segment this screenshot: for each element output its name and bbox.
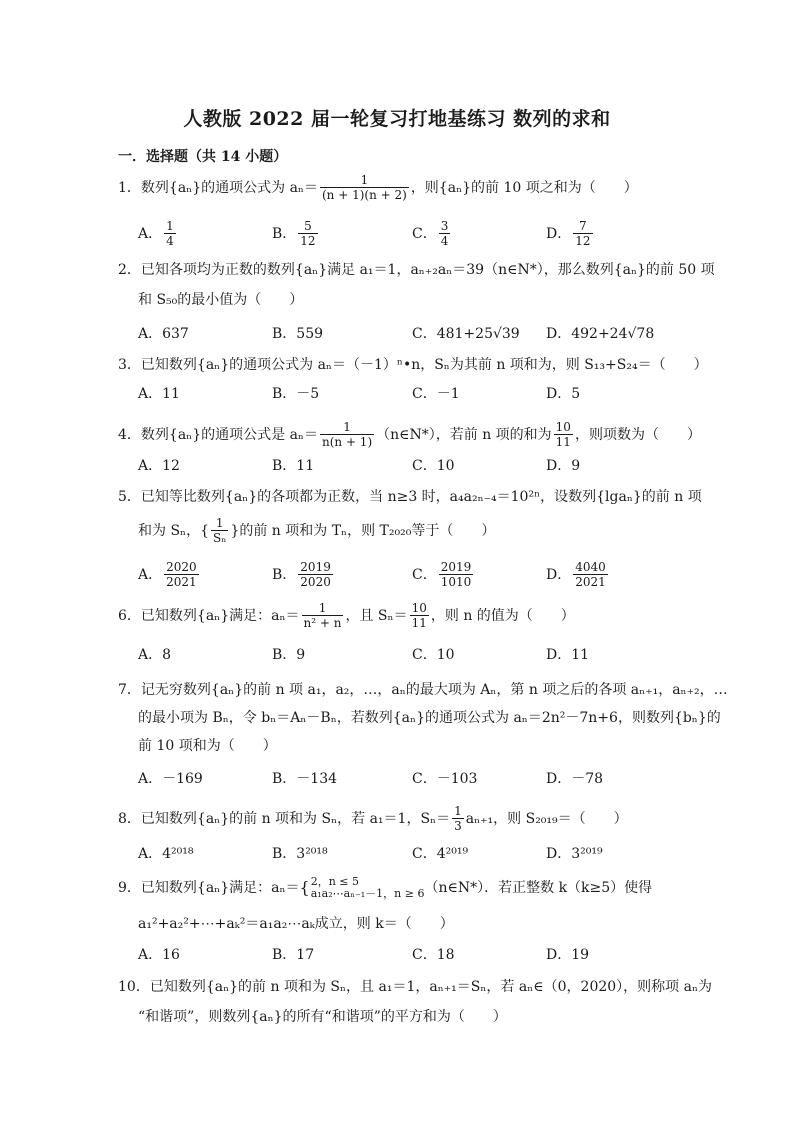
option-d: D．－78 [546,771,604,787]
option-c: C． $\frac{2019}{1010}$ [412,559,472,589]
question-3-line-1: 3．已知数列{aₙ}的通项公式为 aₙ＝（－1）ⁿ•n，Sₙ为其前 n 项和为，则 S₁₃+S₂₄＝（ ） [118,357,708,373]
fraction: $\frac{1}{3}$ [454,804,462,833]
question-2-line-1: 2．已知各项均为正数的数列{aₙ}满足 a₁＝1，aₙ₊₂aₙ＝39（n∈N*），那么数列{aₙ}的前 50 项 [118,262,715,278]
option-a: A． $\frac{1}{4}$ [138,218,174,248]
question-6: 6．已知数列{aₙ}满足：aₙ＝ $\frac{1}{\text{n² + n}}$ ，且 Sₙ＝ $\frac{10}{11}$ ，则 n 的值为（ ） [118,601,575,630]
question-4: 4．数列{aₙ}的通项公式是 aₙ＝ $\frac{1}{n(n + 1)}$ （n∈N*），若前 n 项的和为 $\frac{10}{11}$ ，则项数为（ ） [118,420,701,449]
option-b: B．3²⁰¹⁸ [272,846,328,862]
option-b: B．－5 [272,386,320,402]
fraction: $\frac{10}{11}$ [411,601,427,630]
piecewise-cases: 2，n ≤ 5 a₁a₂⋯aₙ₋₁－1，n ≥ 6 [310,875,425,900]
fraction: $\frac{1}{\text{n² + n}}$ [303,601,342,630]
question-3-options [138,376,678,410]
option-b: B．559 [272,326,324,342]
page-title: 人教版 2022 届一轮复习打地基练习 数列的求和 [183,108,611,130]
question-7-line-2: 的最小项为 Bₙ，令 bₙ＝Aₙ－Bₙ，若数列{aₙ}的通项公式为 aₙ＝2n²－7n+6，则数列{bₙ}的 [138,710,721,726]
brace: { [299,878,310,897]
question-8-options [138,836,678,870]
option-b: B．－134 [272,771,338,787]
option-b: B．17 [272,947,315,963]
question-7-line-1: 7．记无穷数列{aₙ}的前 n 项 a₁，a₂，…，aₙ的最大项为 Aₙ，第 n 项之后的各项 aₙ₊₁，aₙ₊₂，… [118,682,728,698]
option-c: C．－103 [412,771,478,787]
question-5-line-2: 和为 Sₙ，{ $\frac{1}{\text{Sₙ}}$ }的前 n 项和为 Tₙ，则 T₂₀₂₀等于（ ） [138,516,496,545]
option-d: D．492+24√78 [546,326,655,342]
question-5-line-1: 5．已知等比数列{aₙ}的各项都为正数，当 n≥3 时，a₄a₂ₙ₋₄＝10²ⁿ，设数列{lgaₙ}的前 n 项 [118,489,702,505]
question-7-line-3: 前 10 项和为（ ） [138,738,277,754]
option-d: D． $\frac{4040}{2021}$ [546,559,606,589]
question-10-line-1: 10．已知数列{aₙ}的前 n 项和为 Sₙ，且 a₁＝1，aₙ₊₁＝Sₙ，若 aₙ∈（0，2020），则称项 aₙ为 [118,979,713,995]
option-b: B． $\frac{2019}{2020}$ [272,559,331,589]
question-1: 1．数列{aₙ}的通项公式为 aₙ＝ $\frac{1}{(n + 1)(n + 2)}$ ，则{aₙ}的前 10 项之和为（ ） [118,173,638,202]
question-7-options [138,761,678,795]
question-5-options [138,557,678,591]
option-a: A．8 [138,647,172,663]
fraction: $\frac{1}{\text{Sₙ}}$ [213,516,227,545]
option-b: B． $\frac{5}{12}$ [272,218,316,248]
option-d: D．9 [546,458,581,474]
option-a: A．－169 [138,771,203,787]
fraction: $\frac{1}{n(n + 1)}$ [321,420,373,449]
option-c: C．481+25√39 [412,326,520,342]
option-c: C．10 [412,647,455,663]
option-d: D． $\frac{7}{12}$ [546,218,591,248]
option-d: D．5 [546,386,581,402]
question-1-options [138,216,678,250]
option-b: B．9 [272,647,306,663]
option-a: A． $\frac{2020}{2021}$ [138,559,197,589]
option-c: C．18 [412,947,455,963]
question-6-options [138,637,678,671]
option-d: D．3²⁰¹⁹ [546,846,603,862]
fraction: $\frac{1}{(n + 1)(n + 2)}$ [321,173,407,202]
question-8: 8．已知数列{aₙ}的前 n 项和为 Sₙ，若 a₁＝1，Sₙ＝ $\frac{1}{3}$ aₙ₊₁，则 S₂₀₁₉＝（ ） [118,804,628,833]
option-a: A．4²⁰¹⁸ [138,846,194,862]
question-2-line-2: 和 S₅₀的最小值为（ ） [138,292,304,308]
option-a: A．12 [138,458,180,474]
question-2-options [138,316,678,350]
option-c: C．－1 [412,386,460,402]
option-a: A．11 [138,386,180,402]
option-a: A．16 [138,947,180,963]
option-d: D．11 [546,647,590,663]
question-9-line-2: a₁²+a₂²+⋯+aₖ²＝a₁a₂⋯aₖ成立，则 k＝（ ） [138,916,454,932]
section-heading: 一．选择题（共 14 小题） [118,149,288,165]
question-10-line-2: “和谐项”，则数列{aₙ}的所有“和谐项”的平方和为（ ） [138,1009,507,1025]
question-4-options [138,448,678,482]
option-c: C． $\frac{3}{4}$ [412,218,449,248]
question-9: 9．已知数列{aₙ}满足：aₙ＝ { 2，n ≤ 5 a₁a₂⋯aₙ₋₁－1，n ≥ 6 （n∈N*）．若正整数 k（k≥5）使得 [118,875,653,900]
option-c: C．10 [412,458,455,474]
option-d: D．19 [546,947,590,963]
fraction: $\frac{10}{11}$ [555,420,571,449]
option-a: A．637 [138,326,189,342]
option-c: C．4²⁰¹⁹ [412,846,469,862]
question-9-options [138,937,678,971]
option-b: B．11 [272,458,315,474]
